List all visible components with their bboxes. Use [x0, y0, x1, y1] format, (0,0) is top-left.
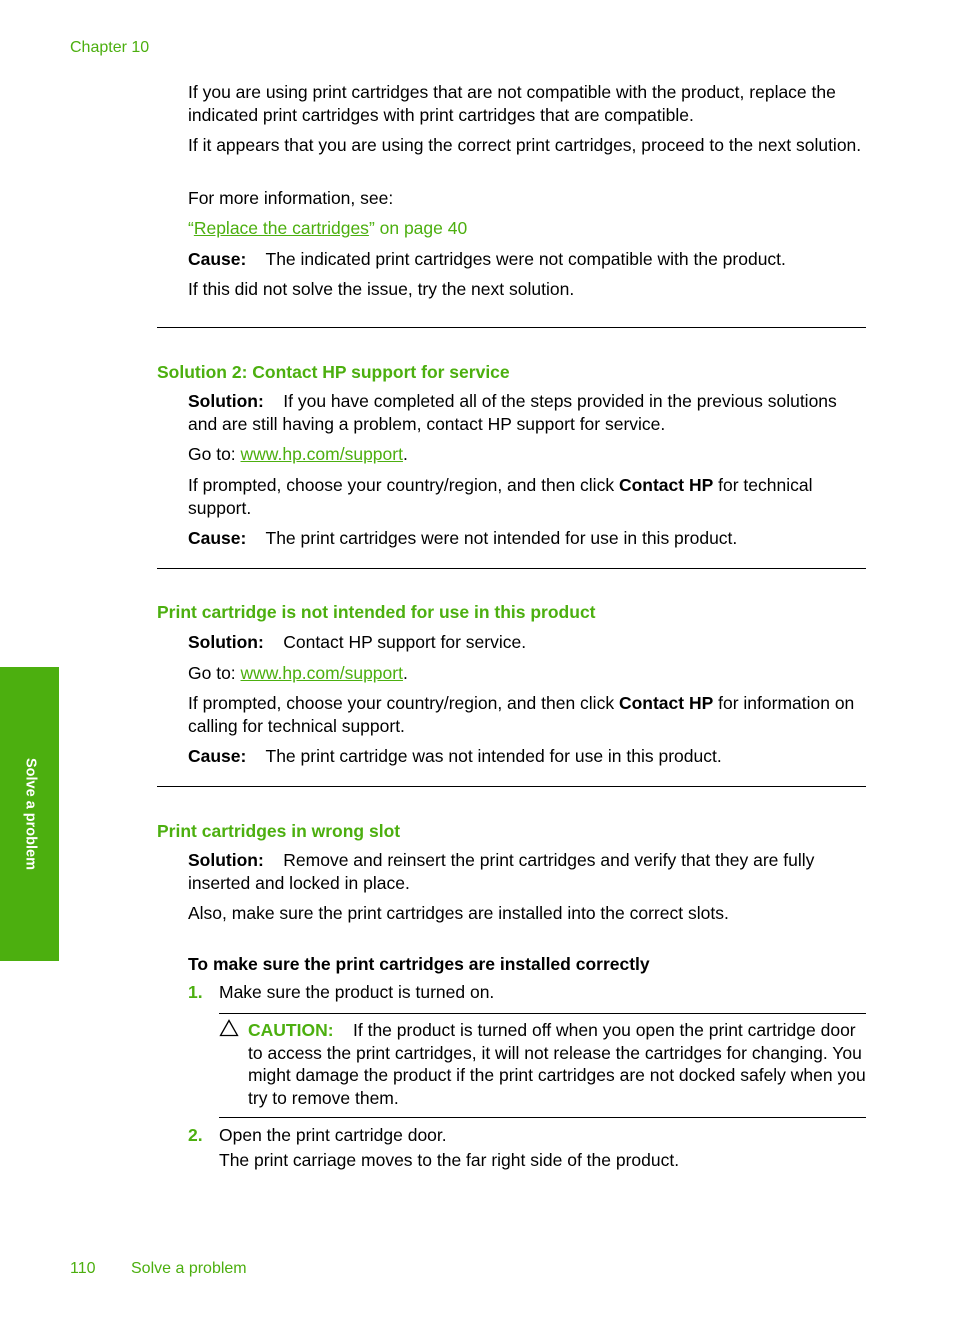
prompt-paragraph — [188, 692, 868, 737]
hp-support-link[interactable]: www.hp.com/support — [240, 663, 403, 683]
replace-cartridges-link[interactable]: Replace the cartridges — [193, 218, 369, 238]
goto-period: . — [402, 663, 408, 683]
step-2-result: The print carriage moves to the far right side of the product. — [219, 1150, 680, 1170]
paragraph-more-info: For more information, see: — [188, 188, 394, 208]
prompt-post: for information on calling for technical support. — [188, 693, 855, 736]
step-number: 2. — [188, 1125, 203, 1145]
paragraph-correct-slots: Also, make sure the print cartridges are installed into the correct slots. — [188, 903, 729, 923]
paragraph-incompatible: If you are using print cartridges that are not compatible with the product, replace the indicated print cartridges with print cartridges that are compatible. — [188, 82, 836, 125]
solution-text: Contact HP support for service. — [283, 632, 527, 652]
cause-line — [188, 527, 868, 550]
solution-paragraph — [188, 849, 868, 894]
solution-text: Remove and reinsert the print cartridges and verify that they are fully inserted and locked in place. — [188, 850, 815, 893]
divider — [157, 568, 866, 569]
solution-paragraph — [188, 390, 868, 435]
cause-label: Cause: — [188, 746, 247, 766]
prompt-pre: If prompted, choose your country/region, and then click — [188, 693, 619, 713]
cause-label: Cause: — [188, 249, 247, 269]
caution-text: If the product is turned off when you open the print cartridge door to access the print cartridges, it will not release the cartridges for changing. You might damage the product if the print cartridges are not docked safely when you try to remove them. — [248, 1020, 866, 1108]
goto-period: . — [402, 444, 408, 464]
page-reference: ” on page 40 — [368, 218, 468, 238]
divider — [157, 327, 866, 328]
solution-paragraph — [188, 631, 868, 654]
solution-label: Solution: — [188, 850, 264, 870]
procedure-title: To make sure the print cartridges are installed correctly — [188, 954, 650, 974]
cross-reference — [188, 217, 868, 240]
divider — [157, 786, 866, 787]
footer-section: Solve a problem — [131, 1260, 247, 1277]
cause-label: Cause: — [188, 528, 247, 548]
solution-text: If you have completed all of the steps provided in the previous solutions and are still having a problem, contact HP support for service. — [188, 391, 837, 434]
solution-label: Solution: — [188, 632, 264, 652]
caution-triangle-icon — [219, 1019, 239, 1037]
cause-line — [188, 248, 868, 271]
hp-support-link[interactable]: www.hp.com/support — [240, 444, 403, 464]
goto-label: Go to: — [188, 444, 241, 464]
prompt-paragraph — [188, 474, 868, 519]
prompt-pre: If prompted, choose your country/region, and then click — [188, 475, 619, 495]
section-heading-not-intended: Print cartridge is not intended for use in this product — [157, 602, 596, 622]
page-number: 110 — [70, 1260, 96, 1277]
paragraph-correct-cartridges: If it appears that you are using the correct print cartridges, proceed to the next solution. — [188, 135, 862, 155]
section-heading-wrong-slot: Print cartridges in wrong slot — [157, 821, 401, 841]
goto-label: Go to: — [188, 663, 241, 683]
step-2-text: Open the print cartridge door. — [219, 1125, 447, 1145]
cause-text: The print cartridges were not intended for use in this product. — [265, 528, 738, 548]
side-tab — [0, 667, 59, 961]
contact-hp-label: Contact HP — [618, 693, 714, 713]
paragraph-next-solution: If this did not solve the issue, try the next solution. — [188, 279, 575, 299]
goto-line — [188, 443, 868, 466]
cause-text: The print cartridge was not intended for use in this product. — [265, 746, 722, 766]
contact-hp-label: Contact HP — [618, 475, 714, 495]
section-heading-solution-2: Solution 2: Contact HP support for service — [157, 362, 510, 382]
cause-text: The indicated print cartridges were not compatible with the product. — [265, 249, 786, 269]
goto-line — [188, 662, 868, 685]
quote-open: “ — [188, 218, 194, 238]
cause-line — [188, 745, 868, 768]
side-tab-label: Solve a problem — [21, 757, 38, 871]
step-number: 1. — [188, 982, 203, 1002]
prompt-post: for technical support. — [188, 475, 813, 518]
solution-label: Solution: — [188, 391, 264, 411]
step-1-text: Make sure the product is turned on. — [219, 982, 495, 1002]
caution-paragraph — [248, 1019, 868, 1109]
chapter-label: Chapter 10 — [70, 39, 150, 56]
caution-label: CAUTION: — [248, 1020, 334, 1040]
